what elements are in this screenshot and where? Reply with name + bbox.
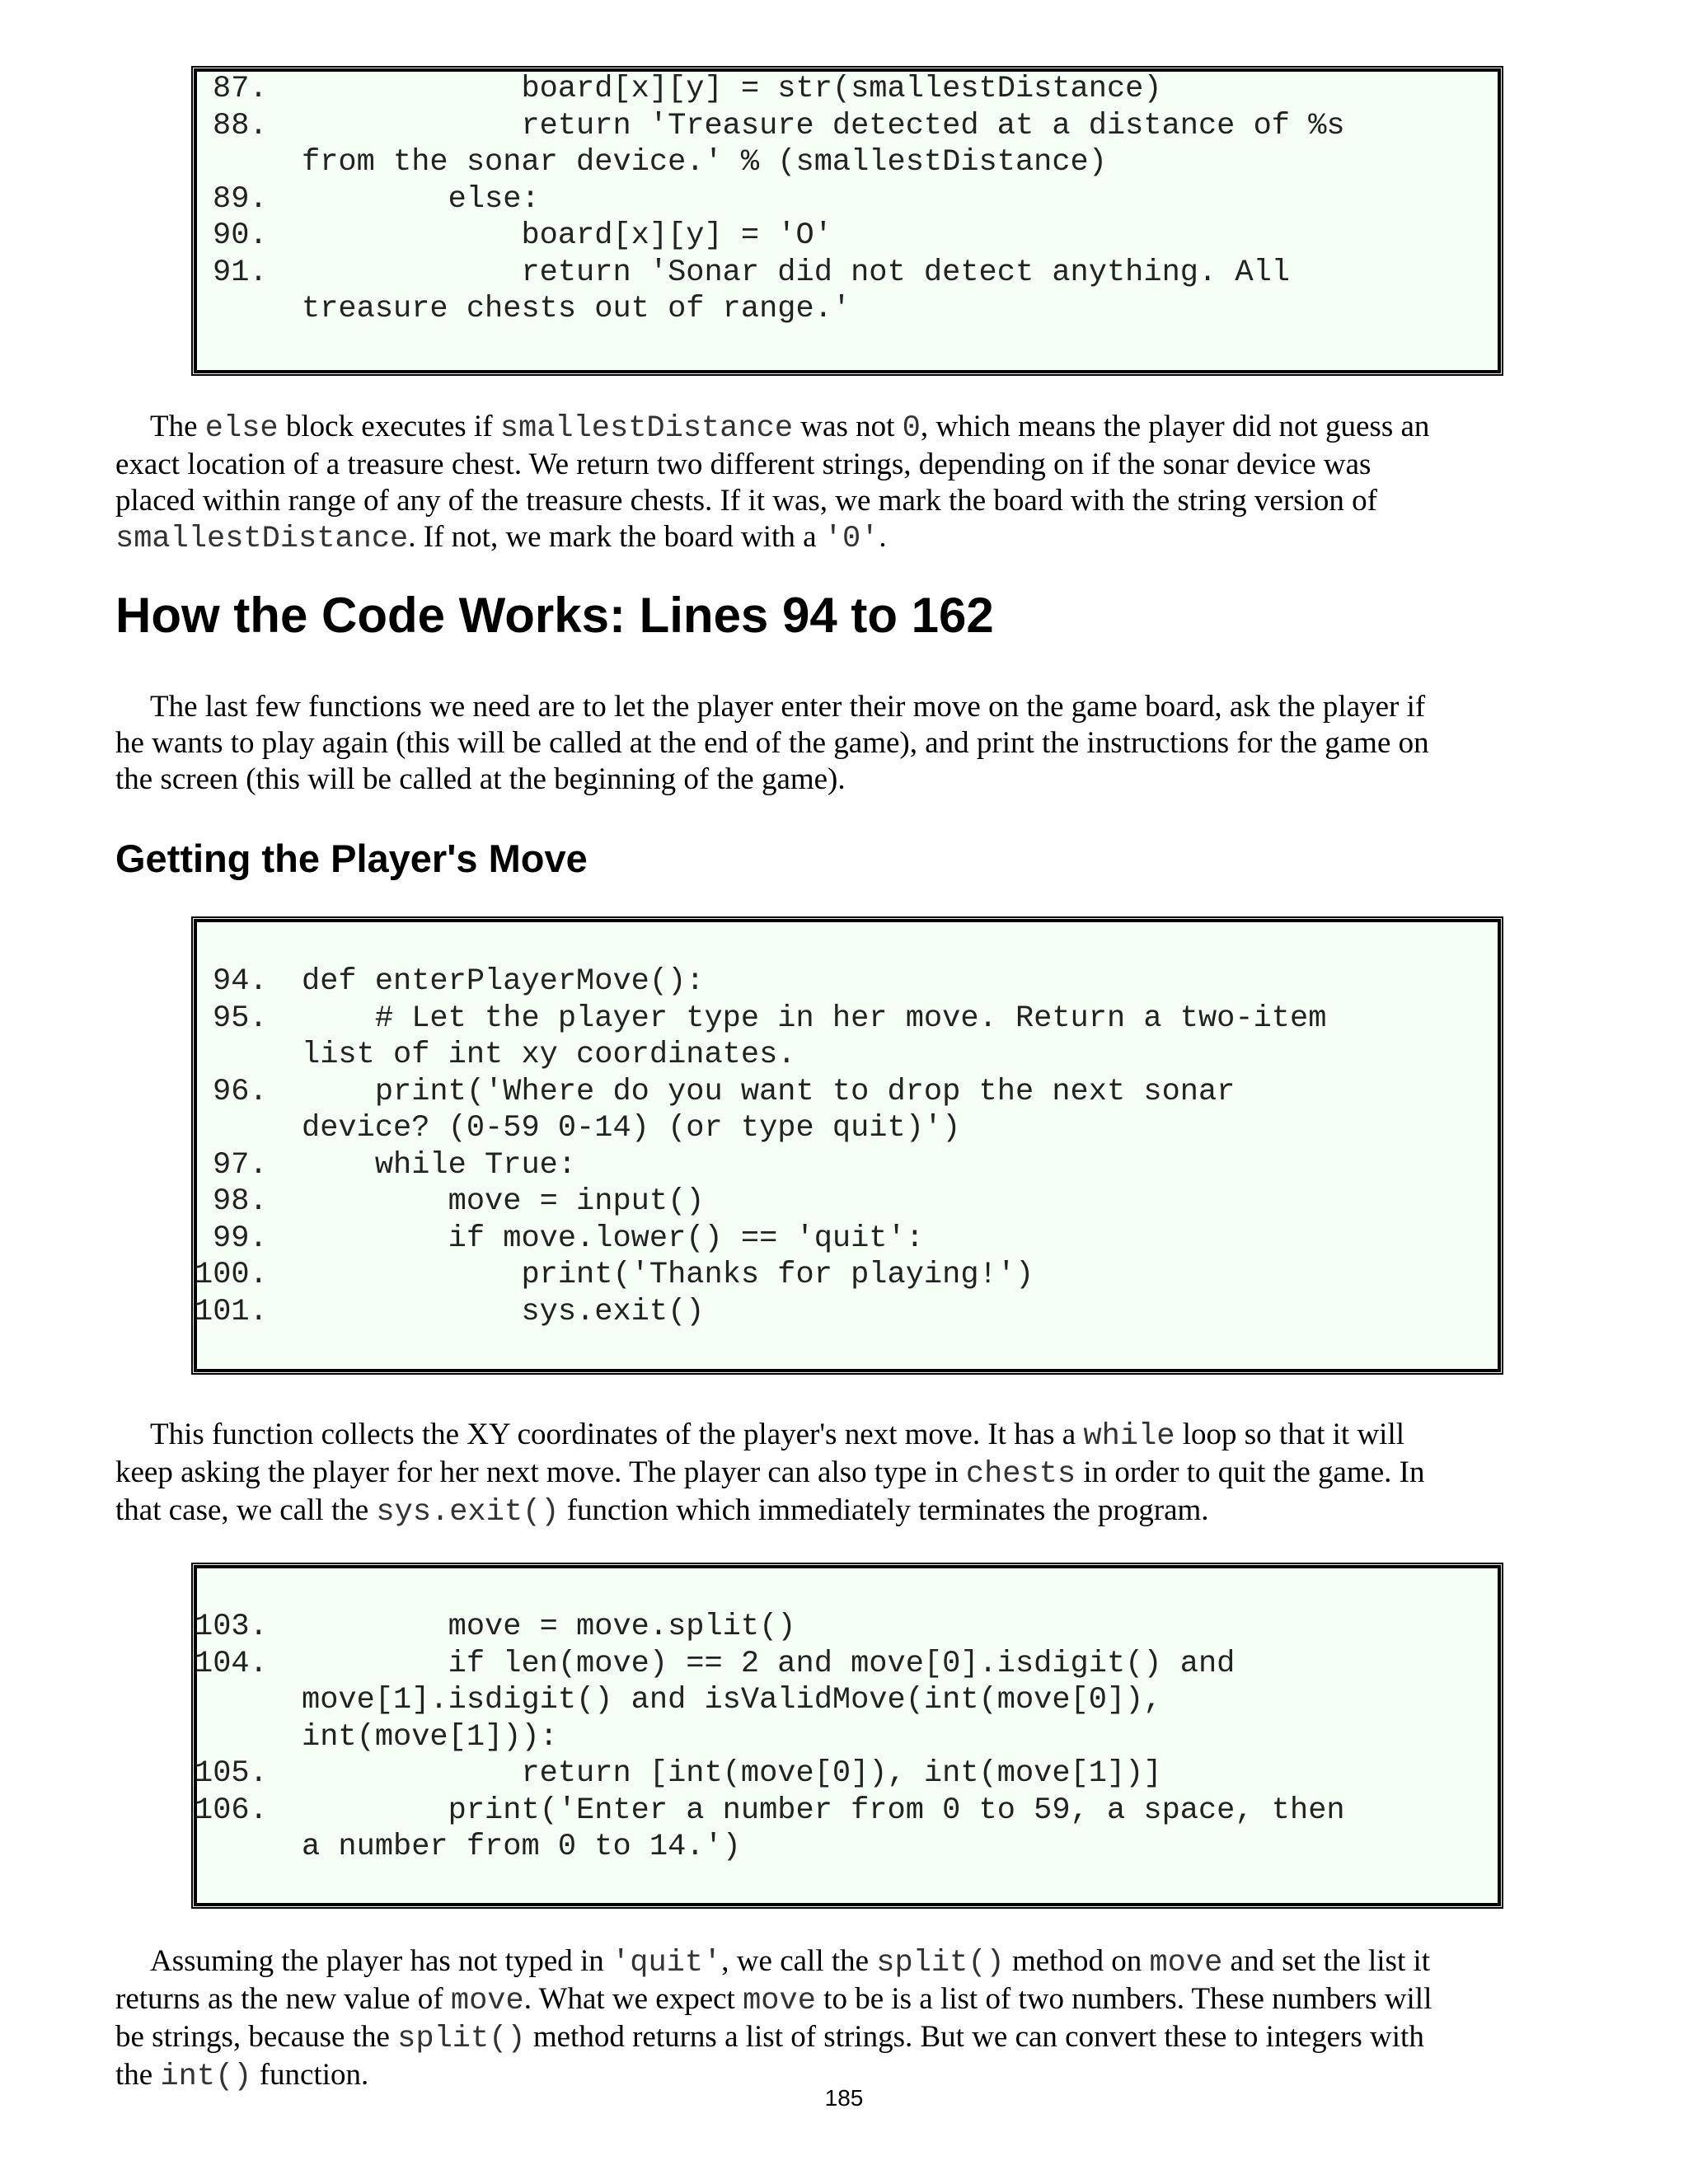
inline-code: else: [204, 411, 279, 446]
inline-code: smallestDistance: [115, 522, 409, 556]
inline-code: '0': [823, 522, 879, 556]
inline-code: sys.exit(): [376, 1495, 560, 1530]
paragraph-split-method: Assuming the player has not typed in 'quit', we call the split() method on move and set the list it returns as the new value of move. What we expect move to be is a list of two numbers. These numbers will be strings, because the split() method returns a list of strings. But we can convert these to integers with the int() function.: [115, 1944, 1432, 2094]
inline-code: split(): [876, 1946, 1005, 1980]
inline-code: 'quit': [612, 1946, 722, 1980]
inline-code: split(): [397, 2022, 526, 2056]
inline-code: smallestDistance: [499, 411, 794, 446]
inline-code: move: [743, 1984, 816, 2018]
inline-code: 0: [902, 411, 921, 446]
paragraph-enter-player-move: This function collects the XY coordinates of the player's next move. It has a while loop so that it will keep asking the player for her next move. The player can also type in chests in order to quit the game. In that case, we call the sys.exit() function which immediately terminates the program.: [115, 1418, 1425, 1530]
paragraph-last-functions: The last few functions we need are to let the player enter their move on the game board, ask the player if he wants to play again (this will be called at the end of the game), and print the instructions for the game on the screen (this will be called at the beginning of the game).: [115, 690, 1429, 796]
subsection-heading: Getting the Player's Move: [115, 837, 588, 880]
paragraph-else-block: The else block executes if smallestDistance was not 0, which means the player did not guess an exact location of a treasure chest. We return two different strings, depending on if the sonar device was placed within range of any of the treasure chests. If it was, we mark the board with the string version of smallestDistance. If not, we mark the board with a '0'.: [115, 410, 1430, 556]
page-number: 185: [824, 2085, 864, 2111]
inline-code: move: [1149, 1946, 1223, 1980]
section-heading: How the Code Works: Lines 94 to 162: [115, 588, 994, 643]
inline-code: int(): [160, 2060, 252, 2094]
inline-code: move: [450, 1984, 524, 2018]
inline-code: chests: [965, 1457, 1076, 1492]
inline-code: while: [1083, 1419, 1175, 1454]
